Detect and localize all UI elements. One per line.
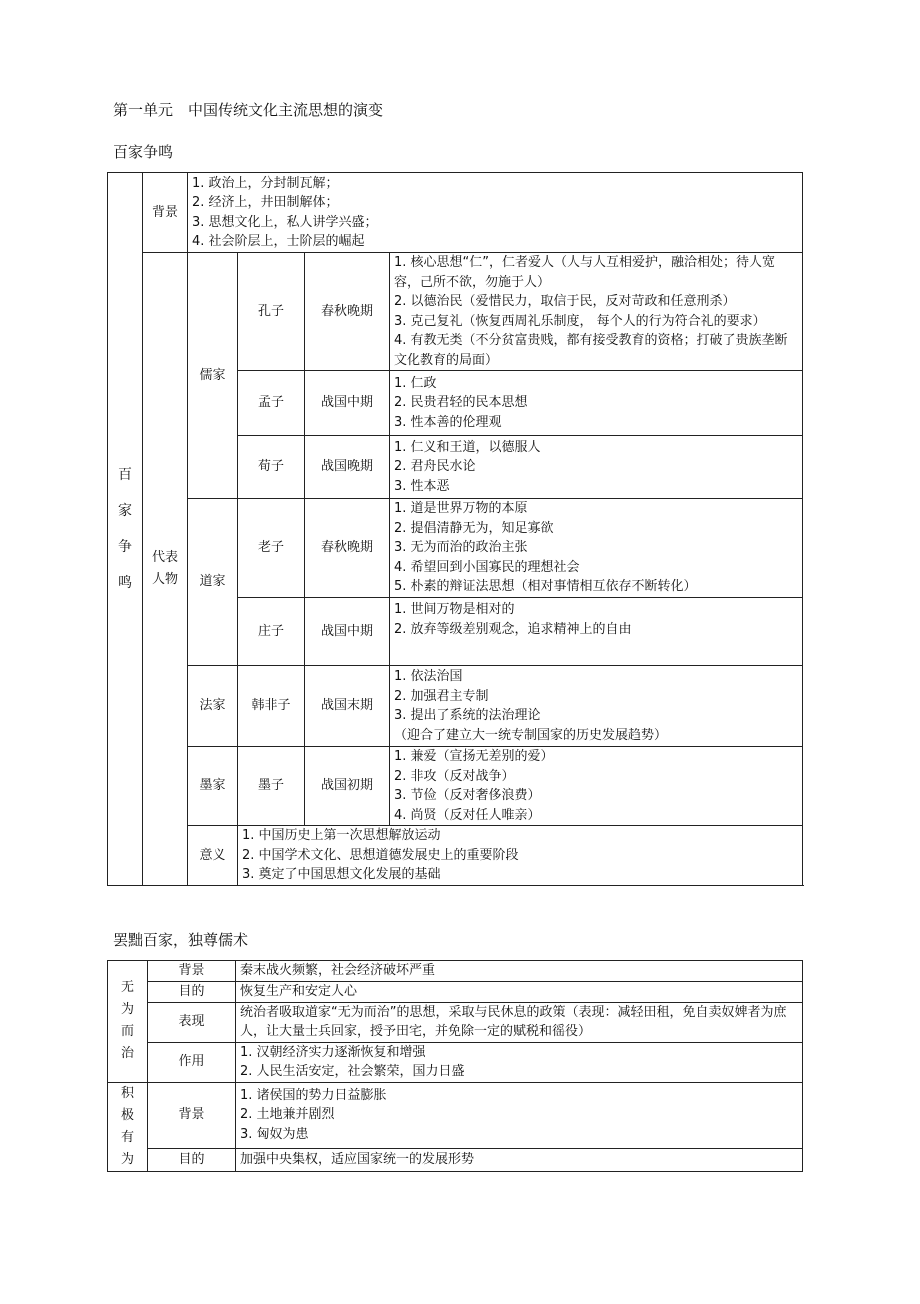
thinker-period: 春秋晚期 <box>305 499 390 598</box>
thinker-period: 战国末期 <box>305 666 390 747</box>
thinker-points: 1. 兼爱（宣扬无差别的爱） 2. 非攻（反对战争） 3. 节俭（反对奢侈浪费） 4. 尚贤（反对任人唯亲） <box>390 747 803 826</box>
significance-label: 意义 <box>188 826 238 886</box>
jiji-side-label: 积 极 有 为 <box>108 1082 148 1171</box>
thinker-points: 1. 道是世界万物的本原 2. 提倡清静无为，知足寡欲 3. 无为而治的政治主张 4. 希望回到小国寡民的理想社会 5. 朴素的辩证法思想（相对事情相互依存不断转化） <box>390 499 803 598</box>
thinker-name: 老子 <box>238 499 305 598</box>
thinker-name: 荀子 <box>238 436 305 499</box>
thinker-points: 1. 世间万物是相对的 2. 放弃等级差别观念，追求精神上的自由 <box>390 598 803 666</box>
row-content: 1. 诸侯国的势力日益膨胀 2. 土地兼并剧烈 3. 匈奴为患 <box>236 1082 803 1148</box>
row-content: 秦末战火频繁，社会经济破坏严重 <box>236 961 803 982</box>
thinker-name: 孔子 <box>238 253 305 371</box>
row-label: 目的 <box>148 981 236 1002</box>
row-content: 统治者吸取道家“无为而治”的思想，采取与民休息的政策（表现：减轻田租，免自卖奴婢者为庶人，让大量士兵回家，授予田宅，并免除一定的赋税和徭役） <box>236 1002 803 1042</box>
row-label: 作用 <box>148 1042 236 1082</box>
baijia-side-label: 百 家 争 鸣 <box>108 173 143 886</box>
row-label: 背景 <box>148 961 236 982</box>
section-title-baijia: 百家争鸣 <box>113 143 174 161</box>
thinker-points: 1. 仁义和王道，以德服人 2. 君舟民水论 3. 性本恶 <box>390 436 803 499</box>
background-label: 背景 <box>143 173 188 253</box>
row-label: 表现 <box>148 1002 236 1042</box>
row-content: 1. 汉朝经济实力逐渐恢复和增强 2. 人民生活安定，社会繁荣，国力日盛 <box>236 1042 803 1082</box>
baijia-table <box>107 172 803 886</box>
thinker-points: 1. 核心思想“仁”，仁者爱人（人与人互相爱护，融洽相处；待人宽容，己所不欲，勿施于人） 2. 以德治民（爱惜民力，取信于民，反对苛政和任意刑杀） 3. 克己复礼（恢复西周礼乐制度， 每个人的行为符合礼的要求） 4. 有教无类（不分贫富贵贱，都有接受教育的资格；打破了贵族垄断文化教育的局面） <box>390 253 803 371</box>
thinker-period: 战国中期 <box>305 371 390 436</box>
school-mohism: 墨家 <box>188 747 238 826</box>
thinker-period: 战国初期 <box>305 747 390 826</box>
row-content: 加强中央集权，适应国家统一的发展形势 <box>236 1148 803 1171</box>
thinker-name: 韩非子 <box>238 666 305 747</box>
school-legalism: 法家 <box>188 666 238 747</box>
page-title: 第一单元 中国传统文化主流思想的演变 <box>113 101 384 119</box>
thinker-period: 春秋晚期 <box>305 253 390 371</box>
school-daoism: 道家 <box>188 499 238 666</box>
duzun-table <box>107 960 803 1172</box>
row-label: 背景 <box>148 1082 236 1148</box>
background-content: 1. 政治上，分封制瓦解； 2. 经济上，井田制解体； 3. 思想文化上，私人讲学兴盛； 4. 社会阶层上，士阶层的崛起 <box>188 173 803 253</box>
representatives-label: 代表 人物 <box>143 253 188 886</box>
thinker-name: 墨子 <box>238 747 305 826</box>
thinker-period: 战国晚期 <box>305 436 390 499</box>
significance-content: 1. 中国历史上第一次思想解放运动 2. 中国学术文化、思想道德发展史上的重要阶段 3. 奠定了中国思想文化发展的基础 <box>238 826 803 886</box>
section-title-duzun: 罢黜百家，独尊儒术 <box>113 931 249 949</box>
thinker-period: 战国中期 <box>305 598 390 666</box>
row-label: 目的 <box>148 1148 236 1171</box>
wuwei-side-label: 无 为 而 治 <box>108 961 148 1083</box>
thinker-points: 1. 仁政 2. 民贵君轻的民本思想 3. 性本善的伦理观 <box>390 371 803 436</box>
thinker-name: 孟子 <box>238 371 305 436</box>
school-confucianism: 儒家 <box>188 253 238 499</box>
thinker-name: 庄子 <box>238 598 305 666</box>
thinker-points: 1. 依法治国 2. 加强君主专制 3. 提出了系统的法治理论 （迎合了建立大一统专制国家的历史发展趋势） <box>390 666 803 747</box>
row-content: 恢复生产和安定人心 <box>236 981 803 1002</box>
